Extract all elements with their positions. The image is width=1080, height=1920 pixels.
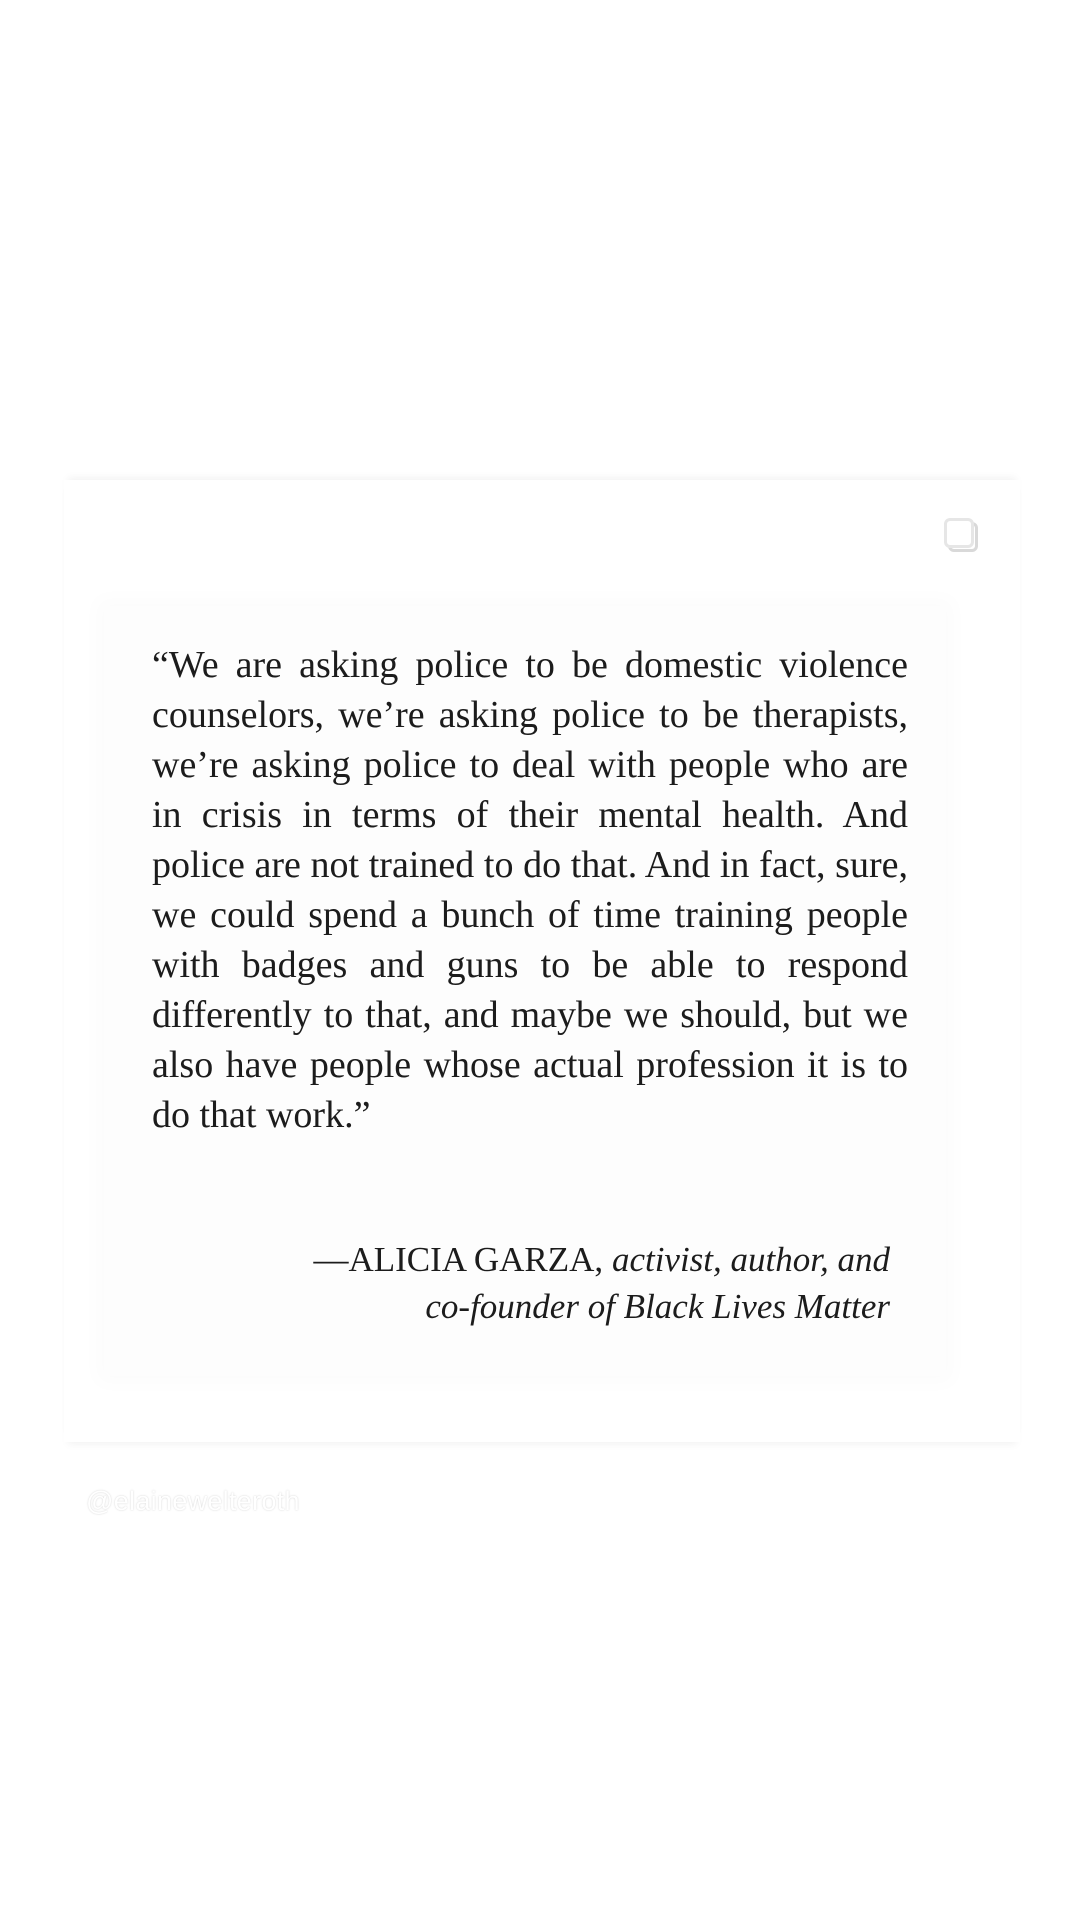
attribution-role-line2: co-founder of Black Lives Matter — [425, 1287, 890, 1326]
quote-text: “We are asking police to be domestic violence counselors, we’re asking police to be therapists, we’re asking police to deal with people who are in crisis in terms of their mental health. And police are not trained to do that. And in fact, sure, we could spend a bunch of time training people with badges and guns to be able to respond differently to that, and maybe we should, but we also have people whose actual profession it is to do that work.” — [152, 644, 908, 1136]
quote-attribution — [250, 1236, 890, 1330]
attribution-name: —ALICIA GARZA, — [313, 1240, 604, 1279]
shared-post-card[interactable] — [64, 480, 1020, 1442]
mention-handle[interactable]: @elainewelteroth — [86, 1486, 300, 1516]
carousel-icon-front — [944, 518, 974, 548]
attribution-role-line1: activist, author, and — [611, 1240, 890, 1279]
quote-image — [104, 606, 946, 1376]
carousel-icon — [944, 518, 980, 554]
